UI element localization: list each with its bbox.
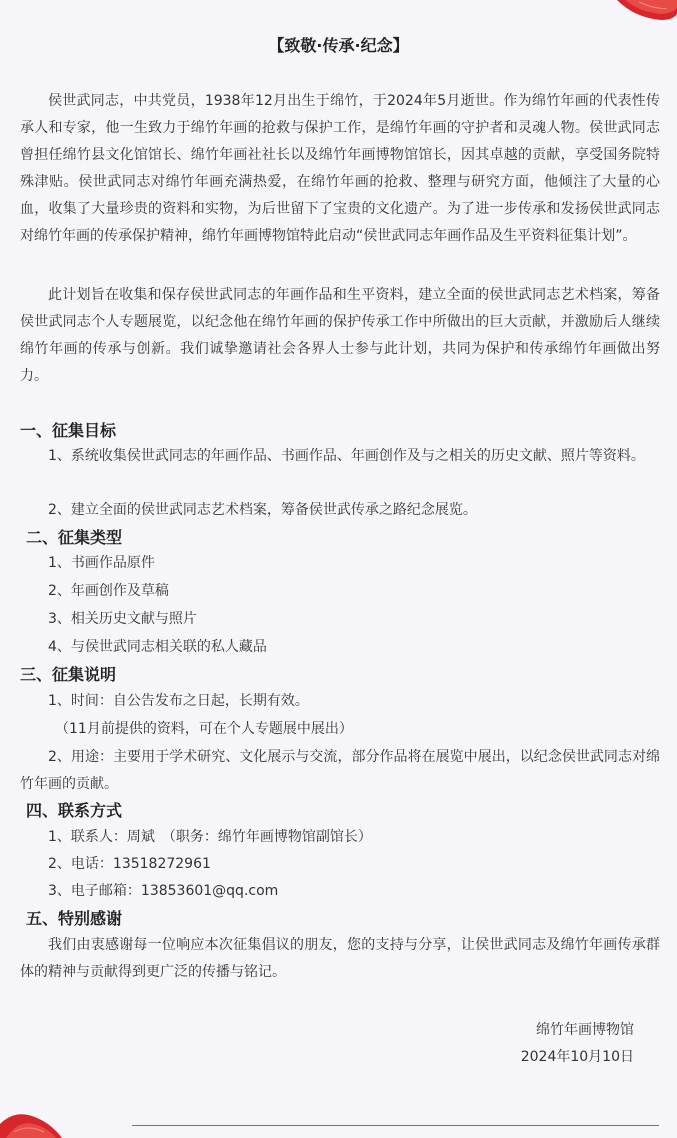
section-thanks-heading: 五、特别感谢: [26, 909, 123, 928]
types-item-1: 1、书画作品原件: [48, 555, 155, 571]
goals-item-2: 2、建立全面的侯世武同志艺术档案，筹备侯世武传承之路纪念展览。: [48, 502, 477, 518]
intro-paragraph-2: 此计划旨在收集和保存侯世武同志的年画作品和生平资料，建立全面的侯世武同志艺术档案，筹备侯世武同志个人专题展览，以纪念他在绵竹年画的保护传承工作中所做出的巨大贡献，并激励后人继续绵竹年画的传承与创新。我们诚挚邀请社会各界人士参与此计划，共同为保护和传承绵竹年画做出努力。: [20, 287, 660, 384]
contact-email: 3、电子邮箱：13853601@qq.com: [48, 883, 279, 899]
notes-item-2: 2、用途：主要用于学术研究、文化展示与交流，部分作品将在展览中展出，以纪念侯世武同志对绵竹年画的贡献。: [20, 749, 660, 792]
notes-item-1: 1、时间：自公告发布之日起，长期有效。: [48, 693, 309, 709]
ribbon-decoration-bottom-icon: [0, 1108, 66, 1138]
section-types-heading: 二、征集类型: [26, 528, 123, 547]
goals-item-1: 1、系统收集侯世武同志的年画作品、书画作品、年画创作及与之相关的历史文献、照片等资料。: [48, 448, 645, 464]
contact-phone: 2、电话：13518272961: [48, 856, 211, 872]
signature-org: 绵竹年画博物馆: [536, 1022, 634, 1038]
signature-date: 2024年10月10日: [520, 1049, 634, 1065]
thanks-paragraph: 我们由衷感谢每一位响应本次征集倡议的朋友，您的支持与分享，让侯世武同志及绵竹年画传承群体的精神与贡献得到更广泛的传播与铭记。: [20, 937, 660, 980]
footer-divider: [132, 1125, 659, 1126]
types-item-4: 4、与侯世武同志相关联的私人藏品: [48, 639, 267, 655]
types-item-3: 3、相关历史文献与照片: [48, 611, 197, 627]
section-goals-heading: 一、征集目标: [20, 421, 117, 440]
notes-item-1-remark: （11月前提供的资料，可在个人专题展中展出）: [55, 721, 353, 737]
types-item-2: 2、年画创作及草稿: [48, 583, 169, 599]
intro-paragraph-1: 侯世武同志，中共党员，1938年12月出生于绵竹，于2024年5月逝世。作为绵竹年画的代表性传承人和专家，他一生致力于绵竹年画的抢救与保护工作，是绵竹年画的守护者和灵魂人物。侯世武同志曾担任绵竹县文化馆馆长、绵竹年画社社长以及绵竹年画博物馆馆长，因其卓越的贡献，享受国务院特殊津贴。侯世武同志对绵竹年画充满热爱，在绵竹年画的抢救、整理与研究方面，他倾注了大量的心血，收集了大量珍贵的资料和实物，为后世留下了宝贵的文化遗产。为了进一步传承和发扬侯世武同志对绵竹年画的传承保护精神，绵竹年画博物馆特此启动“侯世武同志年画作品及生平资料征集计划”。: [20, 93, 660, 244]
page-title: 【致敬·传承·纪念】: [268, 36, 409, 55]
ribbon-decoration-icon: [617, 0, 677, 24]
section-notes-heading: 三、征集说明: [20, 665, 117, 684]
section-contact-heading: 四、联系方式: [26, 801, 123, 820]
contact-person: 1、联系人：周斌 （职务：绵竹年画博物馆副馆长）: [48, 829, 372, 845]
